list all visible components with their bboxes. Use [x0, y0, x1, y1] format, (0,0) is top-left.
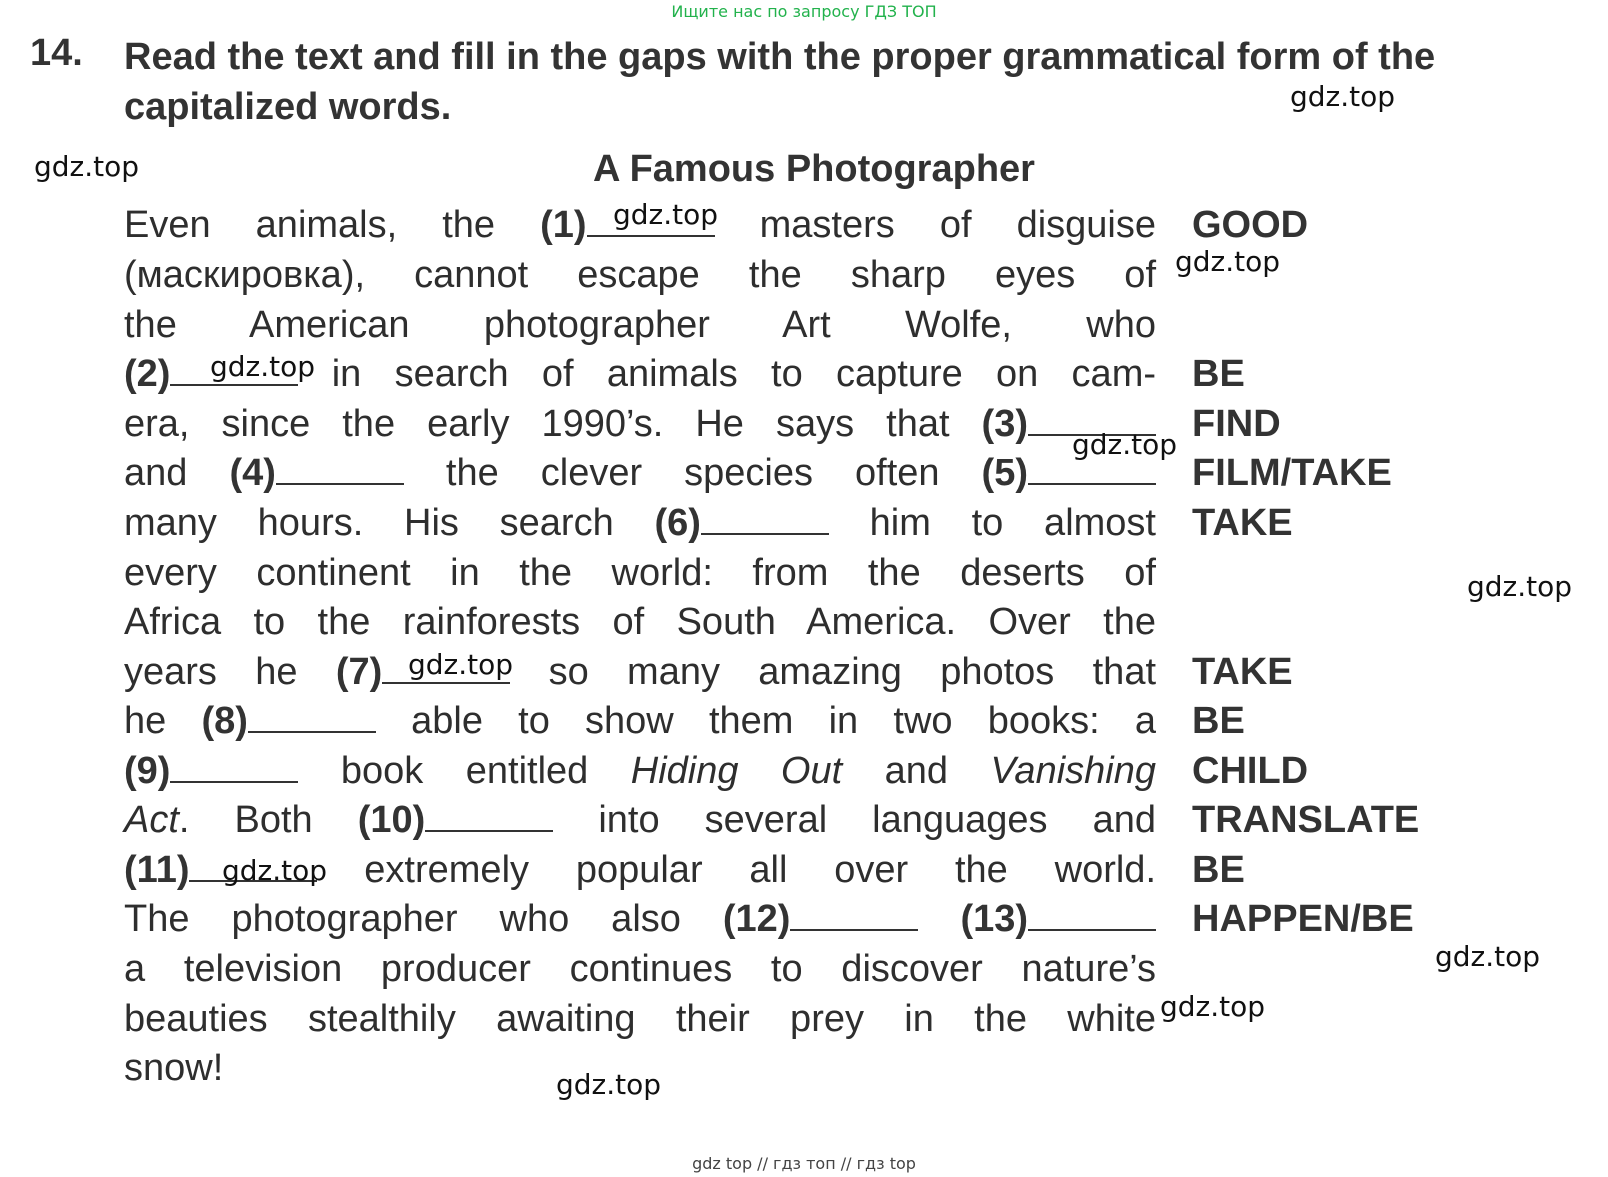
text-line-14: (11) extremely popular all over the world.	[124, 849, 1156, 891]
watermark: gdz.top	[1435, 940, 1541, 973]
gap-blank[interactable]	[1028, 473, 1156, 485]
gap-number: (13)	[960, 898, 1029, 940]
watermark: gdz.top	[222, 854, 328, 887]
capitalized-word: BE	[1192, 353, 1245, 395]
text-line-16: a television producer continues to discover nature’s	[124, 948, 1156, 990]
text-line-4: (2) in search of animals to capture on cam-	[124, 353, 1156, 395]
watermark: gdz.top	[1160, 990, 1266, 1023]
watermark: gdz.top	[408, 648, 514, 681]
gap-number: (5)	[981, 452, 1028, 494]
text-line-12: (9) book entitled Hiding Out and Vanishing	[124, 750, 1156, 792]
watermark: gdz.top	[613, 198, 719, 231]
text-line-6: and (4) the clever species often (5)	[124, 448, 1156, 498]
gap-number: (3)	[981, 403, 1028, 445]
watermark: gdz.top	[556, 1068, 662, 1101]
gap-blank[interactable]	[170, 771, 298, 783]
watermark: gdz.top	[210, 350, 316, 383]
capitalized-word: TAKE	[1192, 651, 1293, 693]
text-line-15: The photographer who also (12) (13)	[124, 894, 1156, 944]
exercise-number: 14.	[30, 32, 83, 74]
gap-blank[interactable]	[701, 523, 829, 535]
capitalized-word: BE	[1192, 849, 1245, 891]
gap-number: (7)	[335, 651, 383, 693]
gap-number: (8)	[201, 700, 248, 742]
watermark: gdz.top	[1290, 80, 1396, 113]
exercise-instruction: Read the text and fill in the gaps with the proper grammatical form of the capitalized words.	[124, 36, 1436, 128]
text-line-9: Africa to the rainforests of South America. Over the	[124, 601, 1156, 643]
capitalized-word: TRANSLATE	[1192, 799, 1420, 841]
text-line-13: Act. Both (10) into several languages and	[124, 799, 1157, 841]
footer: gdz top // гдз топ // гдз top	[692, 1154, 916, 1173]
gap-blank[interactable]	[276, 473, 404, 485]
capitalized-word: FIND	[1192, 403, 1281, 445]
gap-blank[interactable]	[425, 820, 553, 832]
gap-number: (12)	[722, 898, 791, 940]
capitalized-word: CHILD	[1192, 750, 1309, 792]
gap-number: (2)	[124, 353, 171, 395]
capitalized-word: FILM/TAKE	[1192, 452, 1392, 494]
text-line-2: (маскировка), cannot escape the sharp eyes of	[124, 254, 1156, 296]
text-line-10: years he (7) so many amazing photos that	[124, 651, 1157, 693]
capitalized-word: GOOD	[1192, 204, 1309, 246]
gap-blank[interactable]	[248, 721, 376, 733]
gap-number: (9)	[124, 750, 171, 792]
gap-number: (1)	[540, 204, 587, 246]
text-line-1: Even animals, the (1) masters of disguise	[124, 204, 1157, 246]
watermark: gdz.top	[1175, 245, 1281, 278]
watermark: gdz.top	[1467, 570, 1573, 603]
gap-number: (10)	[357, 799, 426, 841]
gap-number: (11)	[124, 849, 190, 891]
gap-blank[interactable]	[1028, 919, 1156, 931]
text-line-11: he (8) able to show them in two books: a	[124, 700, 1156, 742]
watermark: gdz.top	[1072, 428, 1178, 461]
gap-number: (6)	[654, 502, 701, 544]
text-line-18: snow!	[124, 1047, 224, 1089]
text-line-3: the American photographer Art Wolfe, who	[124, 304, 1156, 346]
top-banner: Ищите нас по запросу ГДЗ ТОП	[671, 2, 937, 21]
gap-blank[interactable]	[790, 919, 918, 931]
text-line-7: many hours. His search (6) him to almost	[124, 502, 1156, 544]
capitalized-word: TAKE	[1192, 502, 1293, 544]
text-line-17: beauties stealthily awaiting their prey in the white	[124, 998, 1156, 1040]
gap-number: (4)	[229, 452, 276, 494]
watermark: gdz.top	[34, 150, 140, 183]
text-line-8: every continent in the world: from the deserts of	[124, 552, 1156, 594]
capitalized-word: BE	[1192, 700, 1245, 742]
text-line-5: era, since the early 1990’s. He says that (3)	[124, 399, 1156, 449]
text-title: A Famous Photographer	[593, 148, 1035, 190]
capitalized-word: HAPPEN/BE	[1192, 898, 1414, 940]
